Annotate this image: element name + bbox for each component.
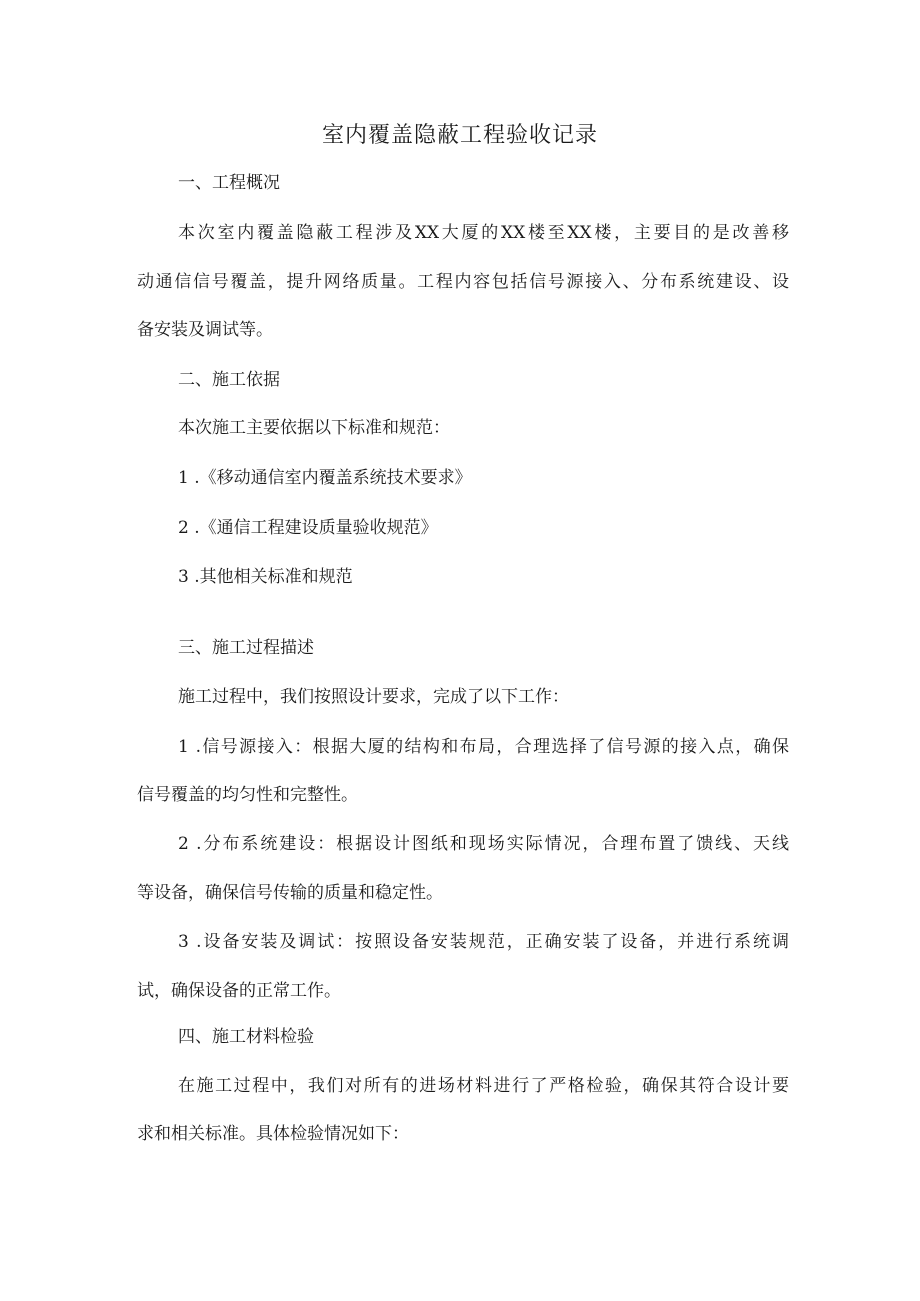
document-title: 室内覆盖隐蔽工程验收记录	[321, 123, 598, 148]
paragraph-line: 本次施工主要依据以下标准和规范：	[178, 418, 450, 438]
list-item: 2 .分布系统建设：根据设计图纸和现场实际情况，合理布置了馈线、天线	[178, 834, 789, 854]
paragraph-line: 信号覆盖的均匀性和完整性。	[137, 785, 358, 805]
section-heading-basis: 二、施工依据	[178, 370, 280, 390]
paragraph-line: 在施工过程中，我们对所有的进场材料进行了严格检验，确保其符合设计要	[178, 1076, 789, 1096]
list-item: 1 .《移动通信室内覆盖系统技术要求》	[178, 468, 472, 488]
list-item: 3 .设备安装及调试：按照设备安装规范，正确安装了设备，并进行系统调	[178, 932, 789, 952]
paragraph-line: 动通信信号覆盖，提升网络质量。工程内容包括信号源接入、分布系统建设、设	[137, 272, 789, 292]
list-item: 2 .《通信工程建设质量验收规范》	[178, 518, 438, 538]
paragraph-line: 备安装及调试等。	[137, 320, 273, 340]
paragraph-line: 本次室内覆盖隐蔽工程涉及XX大厦的XX楼至XX楼，主要目的是改善移	[178, 223, 789, 243]
section-heading-overview: 一、工程概况	[178, 173, 280, 193]
section-heading-process: 三、施工过程描述	[178, 638, 314, 658]
list-item: 1 .信号源接入：根据大厦的结构和布局，合理选择了信号源的接入点，确保	[178, 737, 789, 757]
paragraph-line: 求和相关标准。具体检验情况如下：	[137, 1124, 409, 1144]
paragraph-line: 施工过程中，我们按照设计要求，完成了以下工作：	[178, 687, 569, 707]
section-heading-materials: 四、施工材料检验	[178, 1027, 314, 1047]
paragraph-line: 等设备，确保信号传输的质量和稳定性。	[137, 883, 443, 903]
list-item: 3 .其他相关标准和规范	[178, 567, 353, 587]
paragraph-line: 试，确保设备的正常工作。	[137, 981, 341, 1001]
